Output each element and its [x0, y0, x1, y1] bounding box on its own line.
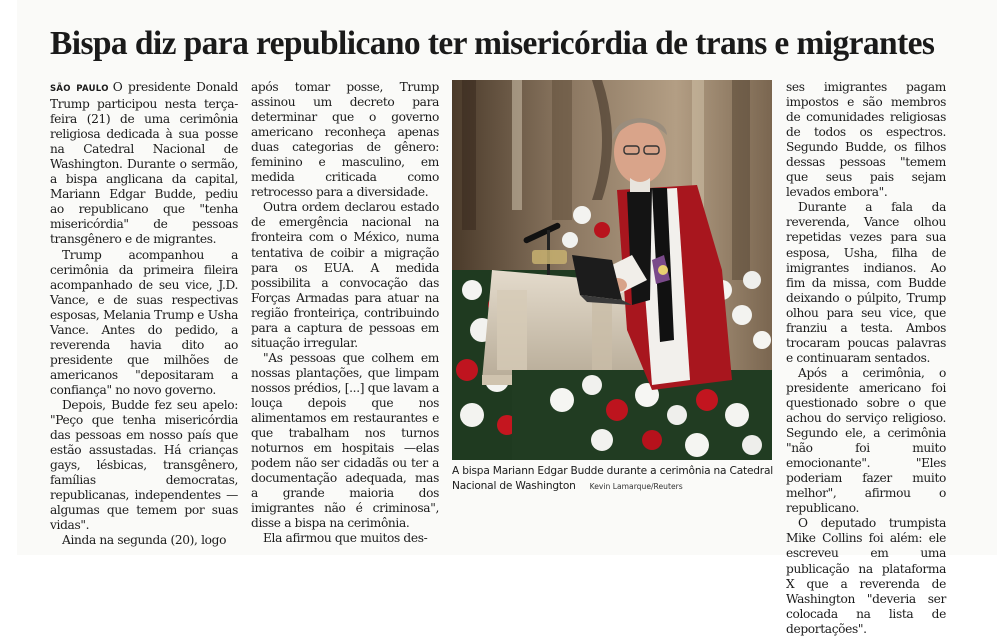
article-paragraph: Durante a fala da reverenda, Vance olhou repetidas vezes para sua esposa, Usha, filha de imigrantes indianos. Ao fim da missa, com Budde deixando o púlpito, Trump olhou para seu vice, que franziu a testa. Ambos trocaram poucas palavras e continuaram sentados.	[786, 200, 946, 365]
article-paragraph: Outra ordem declarou estado de emergência nacional na fronteira com o México, numa tentativa de coibir a migração para os EUA. A medida possibilita a convocação das Forças Armadas para atuar na região fronteiriça, contribuindo para a captura de pessoas em situação irregular.	[251, 200, 439, 350]
photo-credit: Kevin Lamarque/Reuters	[589, 482, 683, 491]
article-column-3	[786, 80, 946, 637]
article-paragraph: Ela afirmou que muitos des-	[263, 531, 428, 546]
news-photo	[452, 80, 772, 460]
article-column-1	[50, 80, 238, 548]
article-paragraph: O deputado trumpista Mike Collins foi além: ele escreveu em uma publicação na plataforma X que a reverenda de Washington "deveria ser colocada na lista de deportações".	[786, 516, 946, 636]
article-column-2	[251, 80, 439, 546]
article-paragraph: ses imigrantes pagam impostos e são membros de comunidades religiosas de todos os espectros. Segundo Budde, os filhos dessas pessoas "temem que seus pais sejam levados embora".	[786, 80, 946, 200]
headline: Bispa diz para republicano ter misericórdia de trans e migrantes	[50, 25, 935, 62]
photo-caption	[452, 464, 782, 494]
caption-text: A bispa Mariann Edgar Budde durante a cerimônia na Catedral Nacional de Washington	[452, 465, 773, 492]
article-paragraph: SÃO PAULO O presidente Donald Trump participou nesta terça-feira (21) de uma cerimônia religiosa dedicada à sua posse na Catedral Nacional de Washington. Durante o sermão, a bispa anglicana da capital, Mariann Edgar Budde, pediu ao republicano que "tenha misericórdia" de pessoas transgênero e de migrantes.	[50, 80, 238, 247]
article-paragraph: "As pessoas que colhem em nossas plantações, que limpam nossos prédios, [...] que lavam a louça depois que nos alimentamos em restaurantes e que trabalham nos turnos noturnos em hospitais —elas podem não ser cidadãs ou ter a documentação adequada, mas a grande maioria dos imigrantes não é criminosa", disse a bispa na cerimônia.	[251, 350, 439, 531]
photo-illustration	[452, 80, 772, 460]
article-paragraph: Após a cerimônia, o presidente americano foi questionado sobre o que achou do serviço religioso. Segundo ele, a cerimônia "não foi muito emocionante". "Eles poderiam fazer muito melhor", afirmou o republicano.	[786, 365, 946, 516]
article-paragraph: Ainda na segunda (20), logo	[62, 533, 227, 548]
article-paragraph: Trump acompanhou a cerimônia da primeira fileira acompanhado de seu vice, J.D. Vance, e de suas respectivas esposas, Melania Trump e Usha Vance. Antes do pedido, a reverenda havia dito ao presidente que milhões de americanos "depositaram a confiança" no novo governo.	[50, 247, 238, 397]
article-paragraph: Depois, Budde fez seu apelo: "Peço que tenha misericórdia das pessoas em nosso país que estão assustadas. Há crianças gays, lésbicas, transgênero, famílias democratas, republicanas, independentes — algumas que temem por suas vidas".	[50, 397, 238, 533]
dateline: SÃO PAULO	[50, 84, 109, 94]
article-paragraph: após tomar posse, Trump assinou um decreto para determinar que o governo americano reconheça apenas duas categorias de gênero: feminino e masculino, em medida criticada como retrocesso para a diversidade.	[251, 80, 439, 200]
